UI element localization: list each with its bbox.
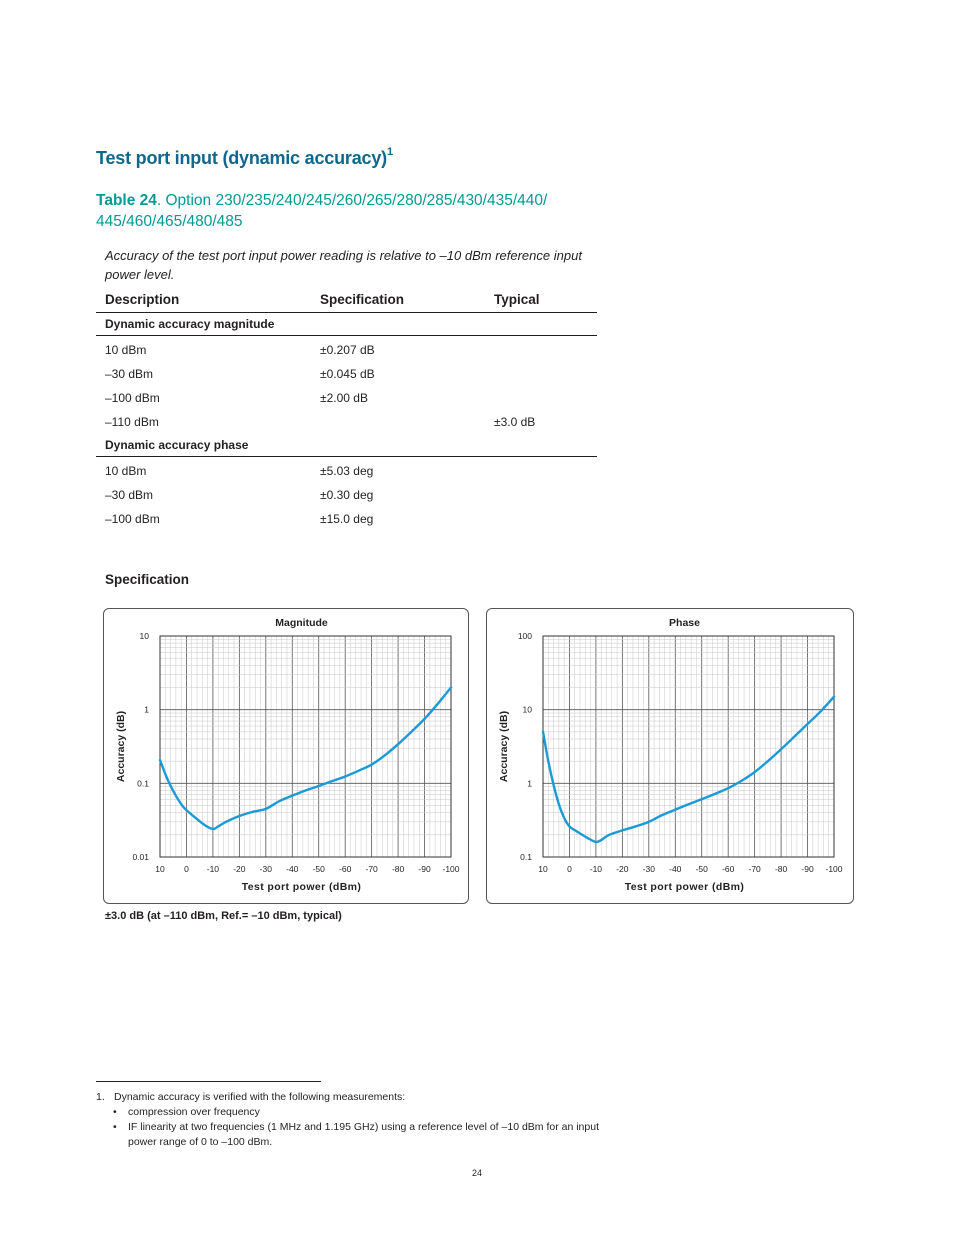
table-cell: ±0.045 dB [320, 367, 375, 381]
x-tick-label: -60 [339, 864, 352, 874]
section-title: Dynamic accuracy magnitude [96, 313, 597, 336]
table-cell: –100 dBm [105, 391, 160, 405]
x-tick-label: 10 [538, 864, 548, 874]
x-tick-label: -60 [722, 864, 735, 874]
x-tick-label: -30 [259, 864, 272, 874]
y-tick-label: 100 [517, 631, 532, 641]
phase-chart-panel [486, 608, 854, 904]
table-row [96, 410, 597, 434]
table-cell: –110 dBm [105, 415, 159, 429]
y-tick-label: 10 [139, 631, 149, 641]
table-cell: ±15.0 deg [320, 512, 374, 526]
table-cell: ±2.00 dB [320, 391, 368, 405]
table-row [96, 362, 597, 386]
bullet-dot-icon: • [113, 1121, 117, 1133]
footnote-bullet [96, 1120, 616, 1150]
table-row [96, 507, 597, 531]
table-section-row [96, 434, 597, 457]
page-number: 24 [471, 1168, 482, 1178]
table-caption-text: . Option 230/235/240/245/260/265/280/285/430/435/440/ 445/460/465/480/485 [96, 192, 548, 230]
table-caption [96, 190, 596, 232]
table-cell [485, 386, 597, 410]
x-tick-label: -10 [206, 864, 220, 874]
x-tick-label: -40 [669, 864, 682, 874]
table-caption-label: Table 24 [96, 192, 157, 209]
table-cell: ±5.03 deg [320, 464, 374, 478]
table-row [96, 457, 597, 484]
series-line [543, 697, 834, 842]
spec-table-body [96, 313, 597, 532]
table-cell [485, 483, 597, 507]
table-header-row [96, 288, 597, 313]
table-cell: –100 dBm [105, 512, 160, 526]
spec-table [96, 288, 597, 531]
x-tick-label: -80 [391, 864, 405, 874]
x-axis-label: Test port power (dBm) [241, 881, 362, 893]
x-tick-label: -70 [365, 864, 378, 874]
y-tick-label: 0.1 [137, 778, 149, 789]
x-tick-label: -100 [442, 864, 460, 874]
x-tick-label: -20 [233, 864, 246, 874]
x-tick-label: -50 [695, 864, 708, 874]
x-tick-label: 0 [567, 864, 572, 874]
magnitude-chart-panel [103, 608, 469, 904]
table-cell [485, 457, 597, 484]
bullet-dot-icon: • [113, 1106, 117, 1118]
chart-section-title: Specification [105, 572, 190, 587]
x-tick-label: -50 [312, 864, 325, 874]
footnote-ref[interactable]: 1 [386, 146, 393, 158]
table-cell [485, 336, 597, 363]
y-tick-label: 0.01 [132, 852, 149, 862]
chart-caption: ±3.0 dB (at –110 dBm, Ref.= –10 dBm, typical) [105, 910, 342, 922]
x-tick-label: 10 [155, 864, 165, 874]
table-cell: –30 dBm [105, 367, 154, 381]
chart-title: Phase [669, 617, 700, 629]
x-tick-label: -90 [801, 864, 814, 874]
series-line [160, 687, 451, 829]
y-tick-label: 0.1 [520, 852, 532, 862]
table-cell: ±3.0 dB [494, 415, 536, 429]
x-tick-label: 0 [184, 864, 189, 874]
footnote-item [96, 1090, 616, 1105]
x-tick-label: -80 [774, 864, 788, 874]
x-tick-label: -100 [825, 864, 843, 874]
y-tick-label: 10 [522, 704, 532, 715]
column-header: Description [96, 288, 311, 313]
x-tick-label: -20 [616, 864, 629, 874]
x-tick-label: -30 [642, 864, 655, 874]
table-cell [485, 362, 597, 386]
footnote-number: 1. [96, 1091, 105, 1103]
table-cell [311, 410, 485, 434]
x-tick-label: -70 [748, 864, 761, 874]
table-cell: 10 dBm [105, 464, 147, 478]
magnitude-chart [104, 609, 468, 903]
table-row [96, 386, 597, 410]
y-axis-label: Accuracy (dB) [498, 710, 510, 783]
phase-chart [487, 609, 853, 903]
footnote-bullet-text: compression over frequency [128, 1106, 260, 1118]
table-row [96, 336, 597, 363]
page-title-text: Test port input (dynamic accuracy) [96, 148, 387, 168]
y-tick-label: 1 [144, 704, 149, 715]
footnote [96, 1090, 616, 1150]
chart-title: Magnitude [275, 617, 328, 629]
x-tick-label: -10 [589, 864, 603, 874]
table-row [96, 483, 597, 507]
footnote-text: Dynamic accuracy is verified with the following measurements: [114, 1091, 406, 1103]
footnote-divider [96, 1081, 321, 1082]
footnote-bullet-text: IF linearity at two frequencies (1 MHz and 1.195 GHz) using a reference level of –10 dBm for an input power range of 0 to –100 dBm. [128, 1121, 599, 1148]
table-section-row [96, 313, 597, 336]
section-title: Dynamic accuracy phase [96, 434, 597, 457]
x-axis-label: Test port power (dBm) [624, 881, 745, 893]
table-cell: ±0.30 deg [320, 488, 374, 502]
column-header: Typical [485, 288, 597, 313]
x-tick-label: -90 [418, 864, 431, 874]
y-tick-label: 1 [527, 778, 532, 789]
column-header: Specification [311, 288, 485, 313]
table-note: Accuracy of the test port input power reading is relative to –10 dBm reference input power level. [105, 248, 582, 282]
table-cell: 10 dBm [105, 343, 147, 357]
x-tick-label: -40 [286, 864, 299, 874]
plot-frame [543, 636, 834, 857]
page-title [96, 148, 393, 169]
table-cell [485, 507, 597, 531]
footnote-bullet [96, 1105, 616, 1120]
y-axis-label: Accuracy (dB) [115, 710, 127, 783]
table-cell: ±0.207 dB [320, 343, 375, 357]
table-cell: –30 dBm [105, 488, 154, 502]
